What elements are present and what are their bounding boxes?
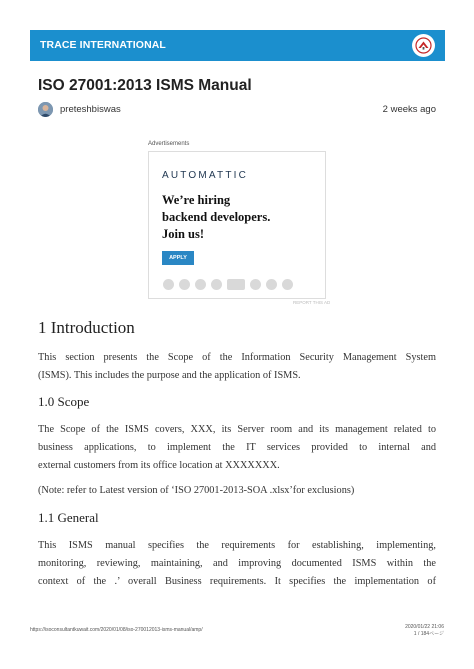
text-line: This ISMS manual specifies the requirements for establishing, implementing, <box>38 540 436 551</box>
text-line: This section presents the Scope of the Information Security Management System <box>38 352 436 363</box>
woocommerce-icon <box>227 279 245 290</box>
apply-button[interactable]: APPLY <box>162 251 194 265</box>
site-header <box>30 30 445 61</box>
ad-headline <box>162 192 312 243</box>
footer-url[interactable]: https://isoconsultantkuwait.com/2020/01/08/iso-270012013-isms-manual/amp/ <box>30 627 203 633</box>
section-heading: 1 Introduction <box>38 318 135 337</box>
intro-paragraph <box>38 349 436 385</box>
ad-label: Advertisements <box>148 141 190 147</box>
general-paragraph <box>38 537 436 591</box>
author-avatar[interactable] <box>38 102 53 117</box>
akismet-icon <box>195 279 206 290</box>
author-name[interactable]: preteshbiswas <box>60 104 121 115</box>
site-brand[interactable]: TRACE INTERNATIONAL <box>40 39 166 51</box>
scope-heading: 1.0 Scope <box>38 394 90 409</box>
report-ad-link[interactable]: REPORT THIS AD <box>293 300 331 305</box>
trace-logo-icon[interactable] <box>412 34 435 57</box>
print-datetime: 2020/01/22 21:06 <box>405 624 444 630</box>
post-time: 2 weeks ago <box>382 104 436 115</box>
footer-info <box>405 624 444 638</box>
ad-product-icons <box>163 279 293 290</box>
text-line: external customers from its office location at XXXXXXX. <box>38 460 280 471</box>
longreads-icon <box>266 279 277 290</box>
article-title: ISO 27001:2013 ISMS Manual <box>38 77 252 94</box>
tumblr-icon <box>250 279 261 290</box>
note-paragraph <box>38 482 436 500</box>
advertisement-banner[interactable] <box>148 151 326 299</box>
text-line: monitoring, reviewing, maintaining, and improving documented ISMS within the <box>38 558 436 569</box>
jetpack-icon <box>211 279 222 290</box>
simplenote-icon <box>179 279 190 290</box>
text-line: context of the .’ overall Business requirements. It specifies the implementation of <box>38 576 436 587</box>
ad-headline-line: Join us! <box>162 227 205 241</box>
text-line: business applications, to implement the IT services provided to internal and <box>38 442 436 453</box>
scope-paragraph <box>38 421 436 475</box>
text-line: The Scope of the ISMS covers, XXX, its Server room and its management related to <box>38 424 436 435</box>
gravatar-icon <box>282 279 293 290</box>
general-heading: 1.1 General <box>38 510 99 525</box>
ad-brand: AUTOMATTIC <box>162 170 249 181</box>
page-counter: 1 / 184ページ <box>413 631 444 637</box>
ad-headline-line: backend developers. <box>162 210 271 224</box>
text-line: (ISMS). This includes the purpose and the application of ISMS. <box>38 370 301 381</box>
text-line: (Note: refer to Latest version of ‘ISO 27001-2013-SOA .xlsx’for exclusions) <box>38 485 355 496</box>
wordpress-icon <box>163 279 174 290</box>
ad-headline-line: We’re hiring <box>162 193 231 207</box>
